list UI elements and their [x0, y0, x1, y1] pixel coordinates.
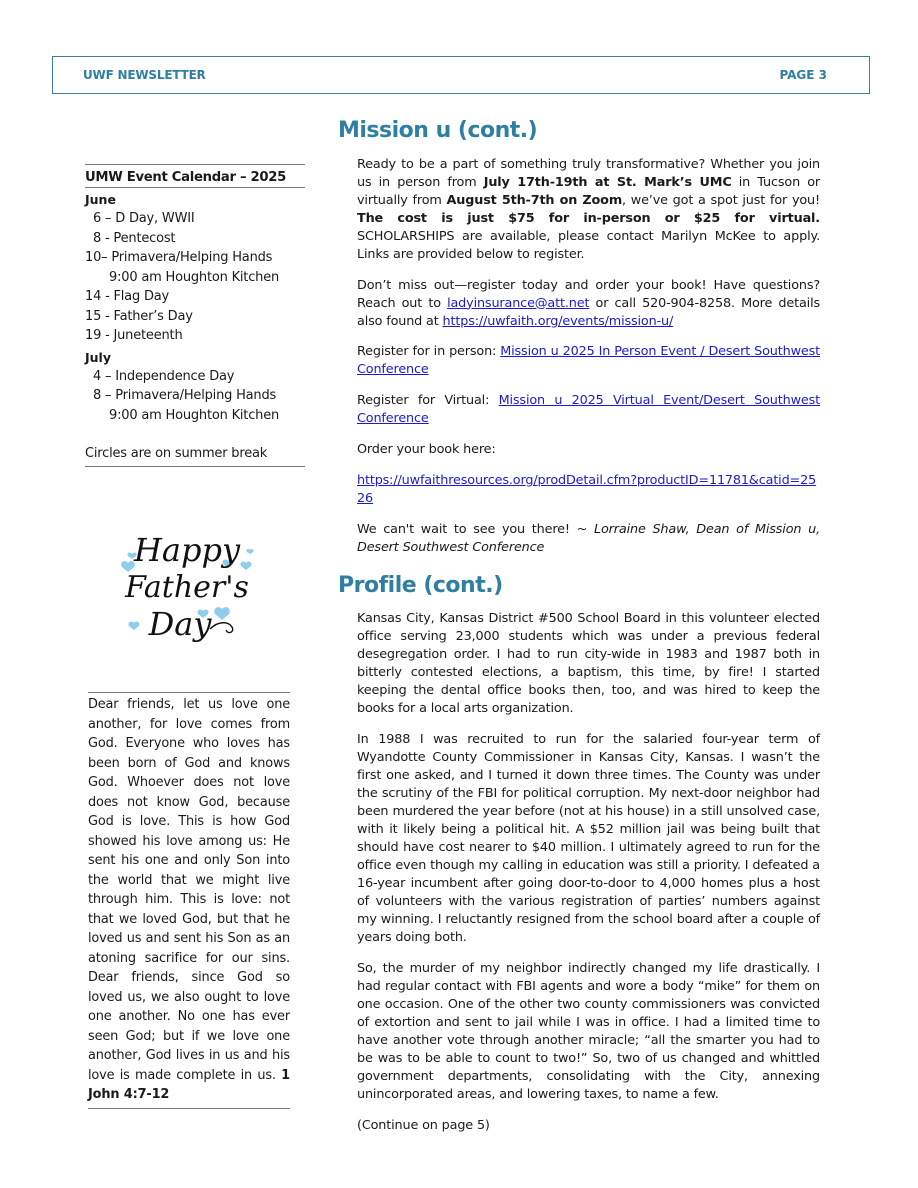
calendar-item: 15 - Father’s Day	[85, 308, 193, 324]
profile-paragraph: So, the murder of my neighbor indirectly changed my life drastically. I had regular contact with FBI agents and wore a body “mike” for them on one occasion. One of the other two county commissioners was convicted of extortion and sent to jail while I was in office. I had a limited time to have another vote through another miracle; “all the smarter you had to be was to be able to count to two!” So, two of us changed and whittled government departments, consolidating with the City, annexing unincorporated areas, and lowering taxes, to name a few.	[357, 960, 820, 1102]
email-link[interactable]: ladyinsurance@att.net	[447, 295, 590, 311]
flourish	[210, 623, 233, 633]
mission-u-title: Mission u (cont.)	[338, 118, 538, 143]
fathers-text: Father's	[125, 570, 249, 605]
calendar-item: 9:00 am Houghton Kitchen	[109, 269, 280, 285]
heart-icon	[241, 562, 252, 570]
profile-paragraph: In 1988 I was recruited to run for the salaried four-year term of Wyandotte County Commissioner in Kansas City, Kansas. I wasn’t the first one asked, and I turned it down three times. The County was under the scrutiny of the FBI for political corruption. My next-door neighbor had been murdered the year before (not at his house) in a still unsolved case, with it likely being a political hit. A $52 million jail was being built that should have cost nearer to $40 million. I ultimately agreed to run for the office even though my calling in education was still a priority. I defeated a 16-year incumbent after going door-to-door to 4,000 homes plus a host of volunteers with the various registration of parties’ numbers against my winning. I reluctantly resigned from the school board after a couple of years doing both.	[357, 732, 820, 946]
register-virtual: Register for Virtual: Mission u 2025 Virtual Event/Desert Southwest Conference	[357, 393, 820, 427]
calendar-item: 19 - Juneteenth	[85, 328, 183, 343]
day-text: Day	[148, 605, 212, 643]
verse-body: Dear friends, let us love one another, for love comes from God. Everyone who loves has been born of God and knows God. Whoever does not love does not know God, because God is love. This is how God showed his love among us: He sent his one and only Son into the world that we might live through him. This is love: not that we loved God, but that he loved us and sent his Son as an atoning sacrifice for our sins. Dear friends, since God so loved us, we also ought to love one another. No one has ever seen God; but if we love one another, God lives in us and his love is made complete in us.	[88, 697, 290, 1083]
newsletter-title: UWF NEWSLETTER	[83, 68, 206, 82]
main-column	[338, 118, 820, 1144]
order-book-link[interactable]: https://uwfaithresources.org/prodDetail.cfm?productID=11781&catid=2526	[357, 472, 817, 506]
verse-reference: 1 John 4:7-12	[88, 1067, 290, 1102]
sidebar	[85, 164, 305, 467]
calendar-item: 10– Primavera/Helping Hands	[85, 250, 273, 265]
calendar-item: 9:00 am Houghton Kitchen	[109, 407, 280, 423]
mission-paragraph-2: Don’t miss out—register today and order your book! Have questions? Reach out to ladyinsurance@att.net or call 520-904-8258. More details also found at https://uwfaith.org/events/mission-u/	[357, 277, 820, 329]
calendar-month-june: June	[85, 192, 116, 207]
calendar-item: 14 - Flag Day	[85, 289, 170, 304]
fathers-day-image	[118, 525, 256, 645]
calendar-item: 8 - Pentecost	[93, 230, 176, 246]
heart-icon	[214, 607, 229, 620]
event-calendar	[85, 164, 305, 467]
mission-paragraph-1: Ready to be a part of something truly transformative? Whether you join us in person from July 17th-19th at St. Mark’s UMC in Tucson or virtually from August 5th-7th on Zoom, we’ve got a spot just for you! The cost is just $75 for in-person or $25 for virtual. SCHOLARSHIPS are available, please contact Marilyn McKee to apply. Links are provided below to register.	[357, 156, 821, 262]
bible-verse	[88, 695, 290, 1105]
heart-icon	[246, 549, 253, 554]
calendar-item: 8 – Primavera/Helping Hands	[93, 388, 277, 403]
mission-u-website-link[interactable]: https://uwfaith.org/events/mission-u/	[442, 313, 674, 329]
profile-paragraph: Kansas City, Kansas District #500 School Board in this volunteer elected office serving 23,000 students which was under a previous federal desegregation order. I had to run city-wide in 1983 and 1987 both in bitterly contested elections, a baptism, this time, by fire! I started keeping the dental office books then, too, and was hired to keep the books for a local arts organization.	[357, 611, 820, 717]
bible-verse-box	[88, 692, 290, 1109]
mission-closing: We can't wait to see you there! ~ Lorraine Shaw, Dean of Mission u, Desert Southwest Conference	[357, 521, 820, 555]
page-header	[52, 56, 870, 94]
happy-text: Happy	[133, 531, 241, 569]
calendar-title: UMW Event Calendar – 2025	[85, 165, 305, 188]
continue-note: (Continue on page 5)	[357, 1117, 490, 1133]
register-virtual-link[interactable]: Mission u 2025 Virtual Event/Desert Southwest Conference	[357, 393, 820, 427]
calendar-note: Circles are on summer break	[85, 446, 268, 461]
order-book	[357, 472, 820, 508]
heart-icon	[129, 622, 140, 630]
calendar-item: 4 – Independence Day	[93, 368, 235, 384]
profile-title: Profile (cont.)	[338, 572, 503, 598]
calendar-month-july: July	[85, 349, 111, 365]
register-in-person: Register for in person: Mission u 2025 In Person Event / Desert Southwest Conference	[357, 344, 821, 378]
page-number: PAGE 3	[779, 68, 827, 82]
calendar-item: 6 – D Day, WWII	[93, 211, 195, 226]
register-in-person-link[interactable]: Mission u 2025 In Person Event / Desert Southwest Conference	[357, 344, 821, 378]
order-book-label: Order your book here:	[357, 441, 496, 457]
